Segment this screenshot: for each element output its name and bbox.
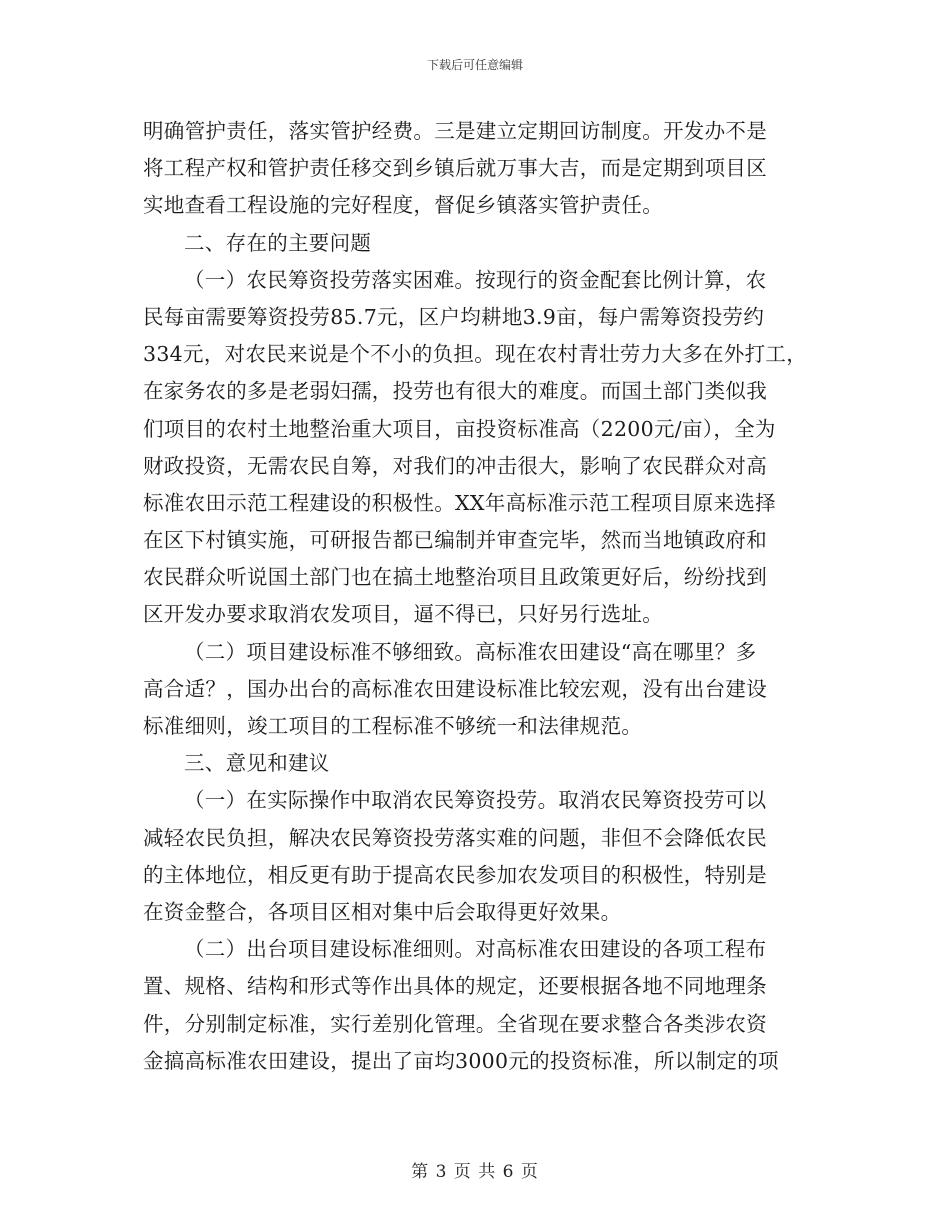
body-line: 金搞高标准农田建设，提出了亩均3000元的投资标准，所以制定的项 (143, 1048, 779, 1073)
body-line: 在区下村镇实施，可研报告都已编制并审查完毕，然而当地镇政府和 (143, 528, 767, 553)
body-line: 将工程产权和管护责任移交到乡镇后就万事大吉，而是定期到项目区 (143, 156, 767, 181)
body-line: 农民群众听说国土部门也在搞土地整治项目且政策更好后，纷纷找到 (143, 565, 767, 590)
body-line: 标准农田示范工程建设的积极性。XX年高标准示范工程项目原来选择 (143, 490, 776, 515)
body-line: 实地查看工程设施的完好程度，督促乡镇落实管护责任。 (143, 193, 663, 218)
paragraph-start-line: （二）项目建设标准不够细致。高标准农田建设“高在哪里？多 (184, 639, 757, 664)
paragraph-start-line: （二）出台项目建设标准细则。对高标准农田建设的各项工程布 (184, 937, 767, 962)
page-number-footer: 第 3 页 共 6 页 (411, 1162, 539, 1182)
body-line: 的主体地位，相反更有助于提高农民参加农发项目的积极性，特别是 (143, 862, 767, 887)
body-line: 民每亩需要筹资投劳85.7元，区户均耕地3.9亩，每户需筹资投劳约 (143, 304, 765, 329)
section-heading-problems: 二、存在的主要问题 (184, 230, 372, 255)
paragraph-start-line: （一）在实际操作中取消农民筹资投劳。取消农民筹资投劳可以 (184, 788, 767, 813)
body-line: 区开发办要求取消农发项目，逼不得已，只好另行选址。 (143, 602, 663, 627)
section-heading-suggestions: 三、意见和建议 (184, 751, 330, 776)
body-line: 减轻农民负担，解决农民筹资投劳落实难的问题，非但不会降低农民 (143, 825, 767, 850)
body-line: 334元，对农民来说是个不小的负担。现在农村青壮劳力大多在外打工， (143, 342, 808, 367)
document-body (143, 113, 808, 1080)
body-line: 们项目的农村土地整治重大项目，亩投资标准高（2200元/亩），全为 (143, 416, 776, 441)
body-line: 在资金整合，各项目区相对集中后会取得更好效果。 (143, 899, 622, 924)
page-header-note: 下载后可任意编辑 (426, 58, 523, 72)
body-line: 在家务农的多是老弱妇孺，投劳也有很大的难度。而国土部门类似我 (143, 379, 767, 404)
body-line: 高合适？，国办出台的高标准农田建设标准比较宏观，没有出台建设 (143, 676, 767, 701)
body-line: 财政投资，无需农民自筹，对我们的冲击很大，影响了农民群众对高 (143, 453, 767, 478)
paragraph-start-line: （一）农民筹资投劳落实困难。按现行的资金配套比例计算，农 (184, 267, 767, 292)
body-line: 标准细则，竣工项目的工程标准不够统一和法律规范。 (143, 714, 643, 738)
body-line: 件，分别制定标准，实行差别化管理。全省现在要求整合各类涉农资 (143, 1011, 767, 1036)
body-line: 置、规格、结构和形式等作出具体的规定，还要根据各地不同地理条 (143, 974, 767, 999)
body-line: 明确管护责任，落实管护经费。三是建立定期回访制度。开发办不是 (143, 119, 767, 143)
